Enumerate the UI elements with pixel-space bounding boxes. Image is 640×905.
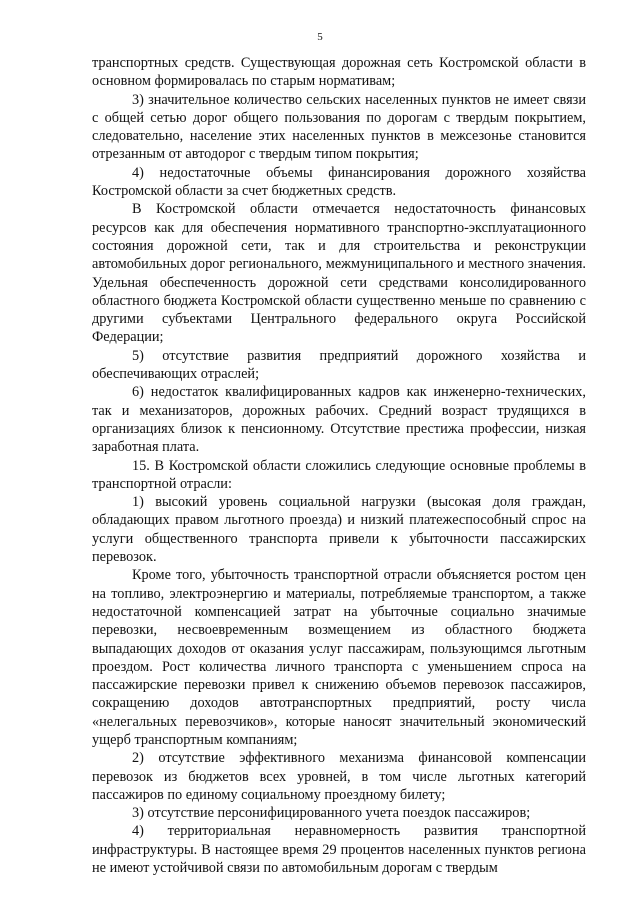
page-number: 5 — [317, 31, 323, 43]
paragraph-item-3-rural-roads: 3) значительное количество сельских населенных пунктов не имеет связи с общей сетью дорог общего пользования по дорогам с твердым покрытием, следовательно, население этих населенных пунктов в межсезонье становится отрезанным от автодорог с твердым типом покрытия; — [92, 91, 586, 163]
paragraph-financial-resources: В Костромской области отмечается недостаточность финансовых ресурсов как для обеспечения нормативного транспортно-эксплуатационного состояния дорожной сети, так и для строительства и реконструкции автомобильных дорог регионального, межмуниципального и местного значения. Удельная обеспеченность дорожной сети средствами консолидированного областного бюджета Костромской области существенно меньше по сравнению с другими субъектами Центрального федерального округа Российской Федерации; — [92, 201, 586, 346]
paragraph-section-15: 15. В Костромской области сложились следующие основные проблемы в транспортной отрасли: — [92, 457, 586, 492]
paragraph-item-6-staff: 6) недостаток квалифицированных кадров как инженерно-технических, так и механизаторов, дорожных рабочих. Средний возраст трудящихся в организациях близок к пенсионному. Отсутствие престижа профессии, низкая заработная плата. — [92, 384, 586, 456]
paragraph-transport-item-1: 1) высокий уровень социальной нагрузки (высокая доля граждан, обладающих правом льготного проезда) и низкий платежеспособный спрос на услуги общественного транспорта привели к убыточности пассажирских перевозок. — [92, 494, 586, 566]
document-body — [92, 54, 586, 877]
paragraph-transport-item-2: 2) отсутствие эффективного механизма финансовой компенсации перевозок из бюджетов всех уровней, в том числе льготных категорий пассажиров по единому социальному проездному билету; — [92, 750, 586, 803]
paragraph-continuation: транспортных средств. Существующая дорожная сеть Костромской области в основном формировалась по старым нормативам; — [92, 55, 586, 90]
paragraph-unprofitability: Кроме того, убыточность транспортной отрасли объясняется ростом цен на топливо, электроэнергию и материалы, потребляемые транспортом, а также недостаточной компенсацией затрат на убыточные социально значимые перевозки, несвоевременным возмещением из областного бюджета выпадающих доходов от оказания услуг пассажирам, пользующимся льготным проездом. Рост количества личного транспорта с уменьшением спроса на пассажирские перевозки привел к снижению объемов перевозок пассажиров, сокращению доходов автотранспортных предприятий, росту числа «нелегальных перевозчиков», которые наносят значительный экономический ущерб транспортным компаниям; — [92, 567, 586, 748]
paragraph-item-4-funding: 4) недостаточные объемы финансирования дорожного хозяйства Костромской области за счет бюджетных средств. — [92, 164, 586, 200]
paragraph-transport-item-3: 3) отсутствие персонифицированного учета поездок пассажиров; — [132, 805, 531, 822]
paragraph-item-5-enterprises: 5) отсутствие развития предприятий дорожного хозяйства и обеспечивающих отраслей; — [92, 347, 586, 383]
paragraph-transport-item-4: 4) территориальная неравномерность развития транспортной инфраструктуры. В настоящее время 29 процентов населенных пунктов региона не имеют устойчивой связи по автомобильным дорогам с твердым — [92, 823, 586, 877]
